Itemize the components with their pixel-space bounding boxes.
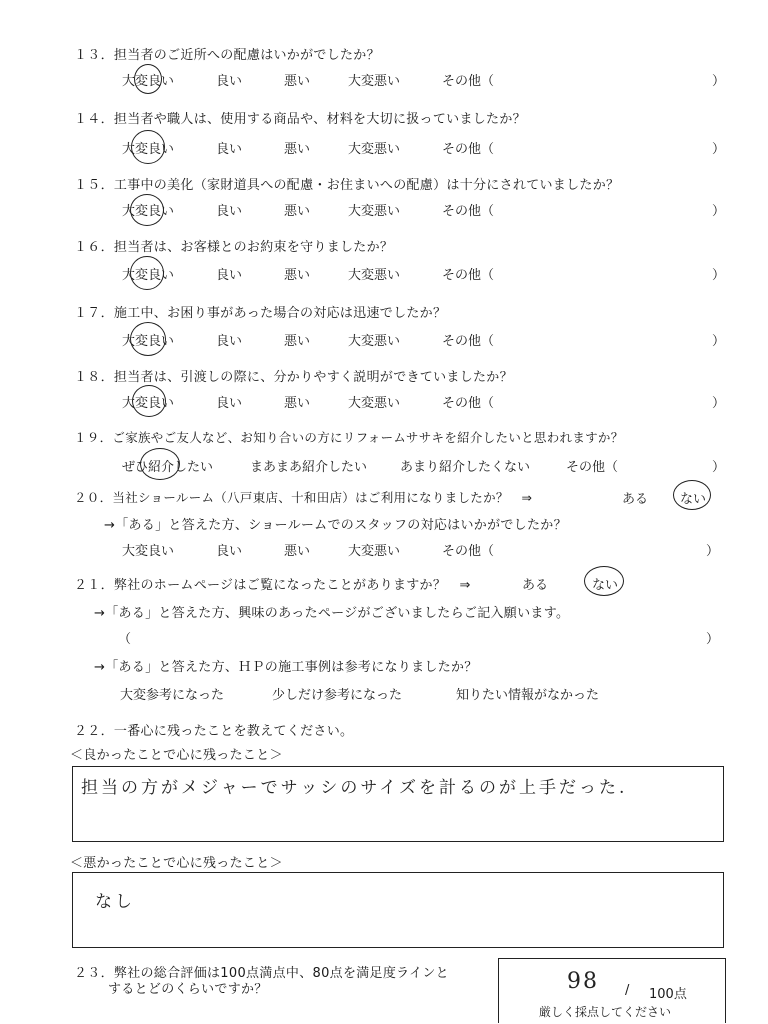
q13-option-very-bad[interactable]: 大変悪い	[348, 74, 401, 89]
q17-option-very-good[interactable]: 大変良い	[122, 334, 175, 349]
q18-option-other[interactable]: その他（	[442, 396, 495, 411]
q18-option-very-bad[interactable]: 大変悪い	[348, 396, 401, 411]
q20-question: ２０．当社ショールーム（八戸東店、十和田店）はご利用になりましたか？ ⇒	[74, 490, 533, 505]
q13-option-bad[interactable]: 悪い	[284, 74, 311, 89]
q16-option-other[interactable]: その他（	[442, 268, 495, 283]
q21-pages-input[interactable]	[140, 628, 700, 646]
q21-paren-close: ）	[706, 632, 720, 647]
q14-option-bad[interactable]: 悪い	[284, 142, 311, 157]
q14-other-close: ）	[712, 142, 726, 157]
q15-question: １５．工事中の美化（家財道具への配慮・お住まいへの配慮）は十分にされていましたか？	[74, 178, 620, 193]
q18-option-bad[interactable]: 悪い	[284, 396, 311, 411]
q20-option-other[interactable]: その他（	[442, 544, 495, 559]
q16-option-very-good[interactable]: 大変良い	[122, 268, 175, 283]
q15-option-other[interactable]: その他（	[442, 204, 495, 219]
q15-option-very-good[interactable]: 大変良い	[122, 204, 175, 219]
q17-question: １７．施工中、お困り事があった場合の対応は迅速でしたか？	[74, 306, 447, 321]
q18-option-very-good[interactable]: 大変良い	[122, 396, 175, 411]
q14-option-very-good[interactable]: 大変良い	[122, 142, 175, 157]
q19-other-close: ）	[712, 460, 726, 475]
q21-option-no[interactable]: ない	[592, 578, 619, 593]
q23-score-box[interactable]	[498, 958, 726, 1023]
q21-option-yes[interactable]: ある	[522, 578, 549, 593]
q14-option-very-bad[interactable]: 大変悪い	[348, 142, 401, 157]
q18-option-good[interactable]: 良い	[216, 396, 243, 411]
q16-question: １６．担当者は、お客様とのお約束を守りましたか？	[74, 240, 394, 255]
q20-option-no[interactable]: ない	[680, 492, 707, 507]
q15-option-bad[interactable]: 悪い	[284, 204, 311, 219]
q19-option-other[interactable]: その他（	[566, 460, 619, 475]
q20-option-very-good[interactable]: 大変良い	[122, 544, 175, 559]
q23-score: 98	[567, 969, 599, 994]
q17-option-very-bad[interactable]: 大変悪い	[348, 334, 401, 349]
q23-max-score: 100点	[649, 987, 687, 1002]
q13-option-good[interactable]: 良い	[216, 74, 243, 89]
q22-good-label: ＜良かったことで心に残ったこと＞	[70, 748, 283, 763]
q17-option-bad[interactable]: 悪い	[284, 334, 311, 349]
q21-followup-cases: →「ある」と答えた方、ＨＰの施工事例は参考になりましたか？	[94, 660, 478, 675]
q20-option-bad[interactable]: 悪い	[284, 544, 311, 559]
q21-option-slightly-helpful[interactable]: 少しだけ参考になった	[272, 688, 403, 703]
q20-option-yes[interactable]: ある	[622, 492, 649, 507]
q18-question: １８．担当者は、引渡しの際に、分かりやすく説明ができていましたか？	[74, 370, 513, 385]
q21-option-very-helpful[interactable]: 大変参考になった	[120, 688, 225, 703]
q19-option-somewhat[interactable]: まあまあ紹介したい	[250, 460, 368, 475]
q23-slash: /	[625, 983, 630, 998]
q15-option-good[interactable]: 良い	[216, 204, 243, 219]
q19-option-definitely[interactable]: ぜひ紹介したい	[122, 460, 214, 475]
q14-option-good[interactable]: 良い	[216, 142, 243, 157]
q15-other-close: ）	[712, 204, 726, 219]
q19-option-not-much[interactable]: あまり紹介したくない	[400, 460, 531, 475]
q20-option-very-bad[interactable]: 大変悪い	[348, 544, 401, 559]
q17-other-close: ）	[712, 334, 726, 349]
q23-question-line1: ２３．弊社の総合評価は100点満点中、80点を満足度ラインと	[74, 966, 449, 981]
q17-option-other[interactable]: その他（	[442, 334, 495, 349]
q22-bad-label: ＜悪かったことで心に残ったこと＞	[70, 856, 283, 871]
q22-bad-answer: なし	[95, 892, 135, 912]
q18-other-close: ）	[712, 396, 726, 411]
q17-option-good[interactable]: 良い	[216, 334, 243, 349]
q20-option-good[interactable]: 良い	[216, 544, 243, 559]
q15-option-very-bad[interactable]: 大変悪い	[348, 204, 401, 219]
q23-question-line2: するとどのくらいですか？	[108, 982, 268, 997]
q13-option-other[interactable]: その他（	[442, 74, 495, 89]
q16-option-bad[interactable]: 悪い	[284, 268, 311, 283]
q13-option-very-good[interactable]: 大変良い	[122, 74, 175, 89]
q23-note: 厳しく採点してください	[539, 1005, 672, 1019]
q22-bad-answer-box[interactable]	[72, 872, 724, 948]
q21-paren-open: （	[118, 632, 132, 647]
q20-followup: →「ある」と答えた方、ショールームでのスタッフの対応はいかがでしたか？	[104, 518, 567, 533]
q16-other-close: ）	[712, 268, 726, 283]
q20-other-close: ）	[706, 544, 720, 559]
q13-question: １３．担当者のご近所への配慮はいかがでしたか？	[74, 48, 380, 63]
q14-option-other[interactable]: その他（	[442, 142, 495, 157]
q22-good-answer: 担当の方がメジャーでサッシのサイズを計るのが上手だった.	[81, 778, 628, 798]
q21-followup-pages: →「ある」と答えた方、興味のあったページがございましたらご記入願います。	[94, 606, 570, 621]
q21-option-not-helpful[interactable]: 知りたい情報がなかった	[456, 688, 600, 703]
q22-question: ２２．一番心に残ったことを教えてください。	[74, 724, 354, 739]
q19-question: １９．ご家族やご友人など、お知り合いの方にリフォームササキを紹介したいと思われますか？	[74, 430, 624, 445]
q14-question: １４．担当者や職人は、使用する商品や、材料を大切に扱っていましたか？	[74, 112, 526, 127]
q22-good-answer-box[interactable]	[72, 766, 724, 842]
q16-option-very-bad[interactable]: 大変悪い	[348, 268, 401, 283]
q16-option-good[interactable]: 良い	[216, 268, 243, 283]
q21-question: ２１．弊社のホームページはご覧になったことがありますか？ ⇒	[74, 578, 471, 593]
q13-other-close: ）	[712, 74, 726, 89]
